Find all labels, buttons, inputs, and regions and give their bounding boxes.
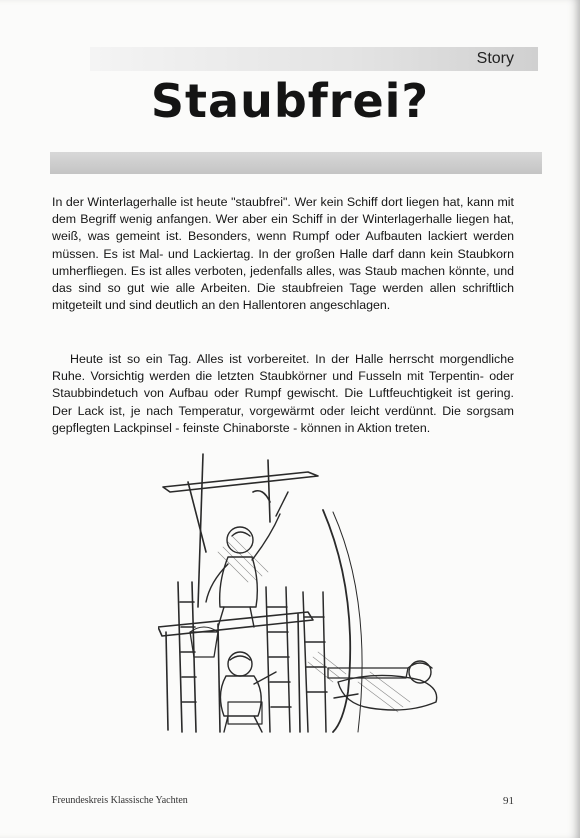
article-title: Staubfrei?	[150, 74, 430, 128]
section-label: Story	[476, 50, 514, 67]
footer-publication: Freundeskreis Klassische Yachten	[52, 795, 188, 806]
title-underline-band	[50, 152, 542, 174]
page-number: 91	[503, 795, 514, 807]
paragraph-2: Heute ist so ein Tag. Alles ist vorbereitet. In der Halle herrscht morgendliche Ruhe. Vorsichtig werden die letzten Staubkörner und Fusseln mit Terpentin- oder Staubbindetuch von Aufbau oder Rumpf gewischt. Die Luftfeuchtigkeit ist gering. Der Lack ist, je nach Temperatur, vorgewärmt oder leicht verdünnt. Die sorgsam gepflegten Lackpinsel - feinste Chinaborste - können in Aktion treten.	[52, 352, 514, 435]
section-header-bar	[90, 47, 538, 71]
paragraph-1: In der Winterlagerhalle ist heute "staubfrei". Wer kein Schiff dort liegen hat, kann mit dem Begriff wenig anfangen. Wer aber ein Schiff in der Winterlagerhalle liegen hat, weiß, was gemeint ist. Besonders, wenn Rumpf oder Aufbauten lackiert werden müssen. Es ist Mal- und Lackiertag. In der großen Halle darf dann kein Staubkorn umherfliegen. Es ist alles verboten, jedenfalls alles, was Staub machen könnte, und das sind so gut wie alle Arbeiten. Die staubfreien Tage werden allen schriftlich mitgeteilt und sind deutlich an den Hallentoren angeschlagen.	[52, 195, 514, 313]
scaffold-workers-illustration	[158, 432, 458, 737]
